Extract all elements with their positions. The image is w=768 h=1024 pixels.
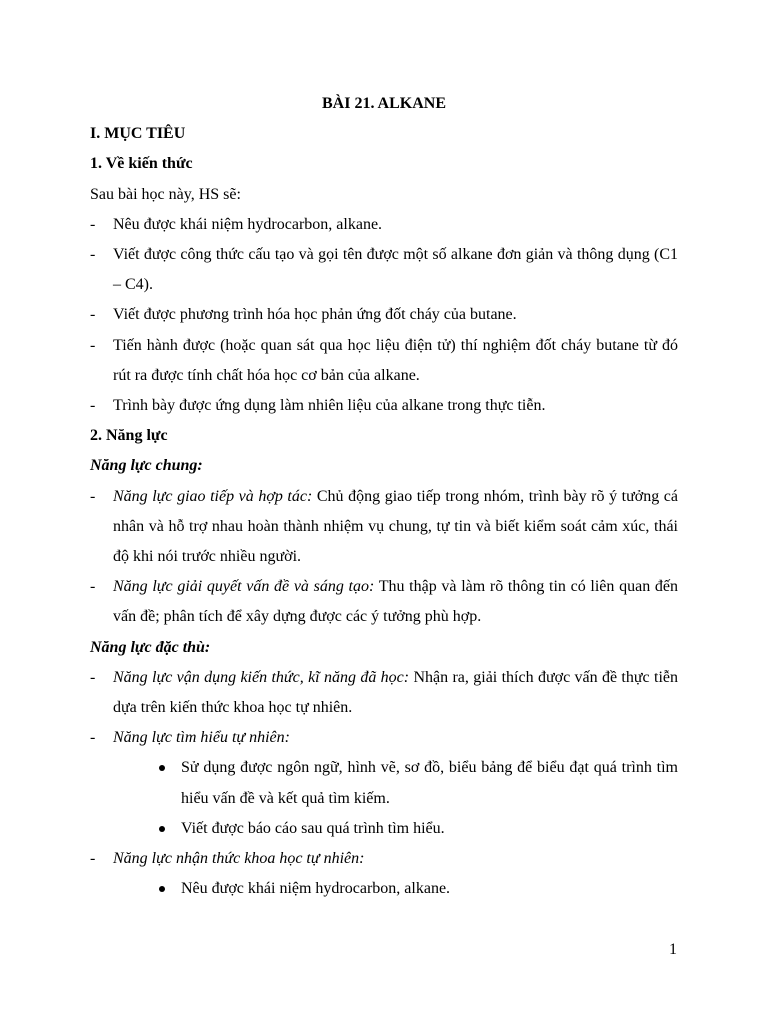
general-competence-heading: Năng lực chung: xyxy=(90,457,203,475)
competence-label: Năng lực vận dụng kiến thức, kĩ năng đã học: xyxy=(113,668,410,686)
lesson-title: BÀI 21. ALKANE xyxy=(321,95,447,112)
competence-label: Năng lực nhận thức khoa học tự nhiên: xyxy=(113,850,365,868)
knowledge-item: - Viết được phương trình hóa học phản ứng đốt cháy của butane. xyxy=(90,300,678,330)
knowledge-item: - Tiến hành được (hoặc quan sát qua học liệu điện tử) thí nghiệm đốt cháy butane từ đó rút ra được tính chất hóa học cơ bản của alkane. xyxy=(90,331,678,391)
bullet-item: Nêu được khái niệm hydrocarbon, alkane. xyxy=(90,874,678,904)
document-body xyxy=(90,89,678,904)
competence-label: Năng lực giao tiếp và hợp tác: xyxy=(113,487,313,505)
bullet-item: Viết được báo cáo sau quá trình tìm hiểu. xyxy=(90,814,678,844)
competence-label: Năng lực tìm hiểu tự nhiên: xyxy=(113,729,290,747)
specific-competence-item xyxy=(90,723,678,753)
competence-text: Chủ động giao tiếp trong nhóm, trình bày rõ ý tưởng cá nhân và hỗ trợ nhau hoàn thành nhiệm vụ chung, tự tin và biết kiểm soát cảm xúc, thái độ khi nói trước nhiều người. xyxy=(113,487,678,566)
specific-competence-item xyxy=(90,844,678,874)
competence-text: Nhận ra, giải thích được vấn đề thực tiễn dựa trên kiến thức khoa học tự nhiên. xyxy=(113,668,678,717)
section-heading-objectives: I. MỤC TIÊU xyxy=(90,125,186,143)
subheading-competence: 2. Năng lực xyxy=(90,427,168,445)
knowledge-item: - Nêu được khái niệm hydrocarbon, alkane. xyxy=(90,210,678,240)
specific-competence-heading: Năng lực đặc thù: xyxy=(90,638,211,656)
subheading-knowledge: 1. Về kiến thức xyxy=(90,155,193,173)
general-competence-item xyxy=(90,482,678,573)
page-number: 1 xyxy=(669,941,677,958)
specific-competence-item xyxy=(90,663,678,723)
general-competence-item xyxy=(90,572,678,632)
competence-text: Thu thập và làm rõ thông tin có liên quan đến vấn đề; phân tích để xây dựng được các ý tưởng phù hợp. xyxy=(113,578,678,626)
competence-label: Năng lực giải quyết vấn đề và sáng tạo: xyxy=(113,578,375,596)
bullet-item: Sử dụng được ngôn ngữ, hình vẽ, sơ đồ, biểu bảng để biểu đạt quá trình tìm hiểu vấn đề và kết quả tìm kiếm. xyxy=(90,753,678,813)
knowledge-item: - Trình bày được ứng dụng làm nhiên liệu của alkane trong thực tiễn. xyxy=(90,391,678,421)
knowledge-item: - Viết được công thức cấu tạo và gọi tên được một số alkane đơn giản và thông dụng (C1 – C4). xyxy=(90,240,678,300)
intro-text: Sau bài học này, HS sẽ: xyxy=(90,185,241,203)
